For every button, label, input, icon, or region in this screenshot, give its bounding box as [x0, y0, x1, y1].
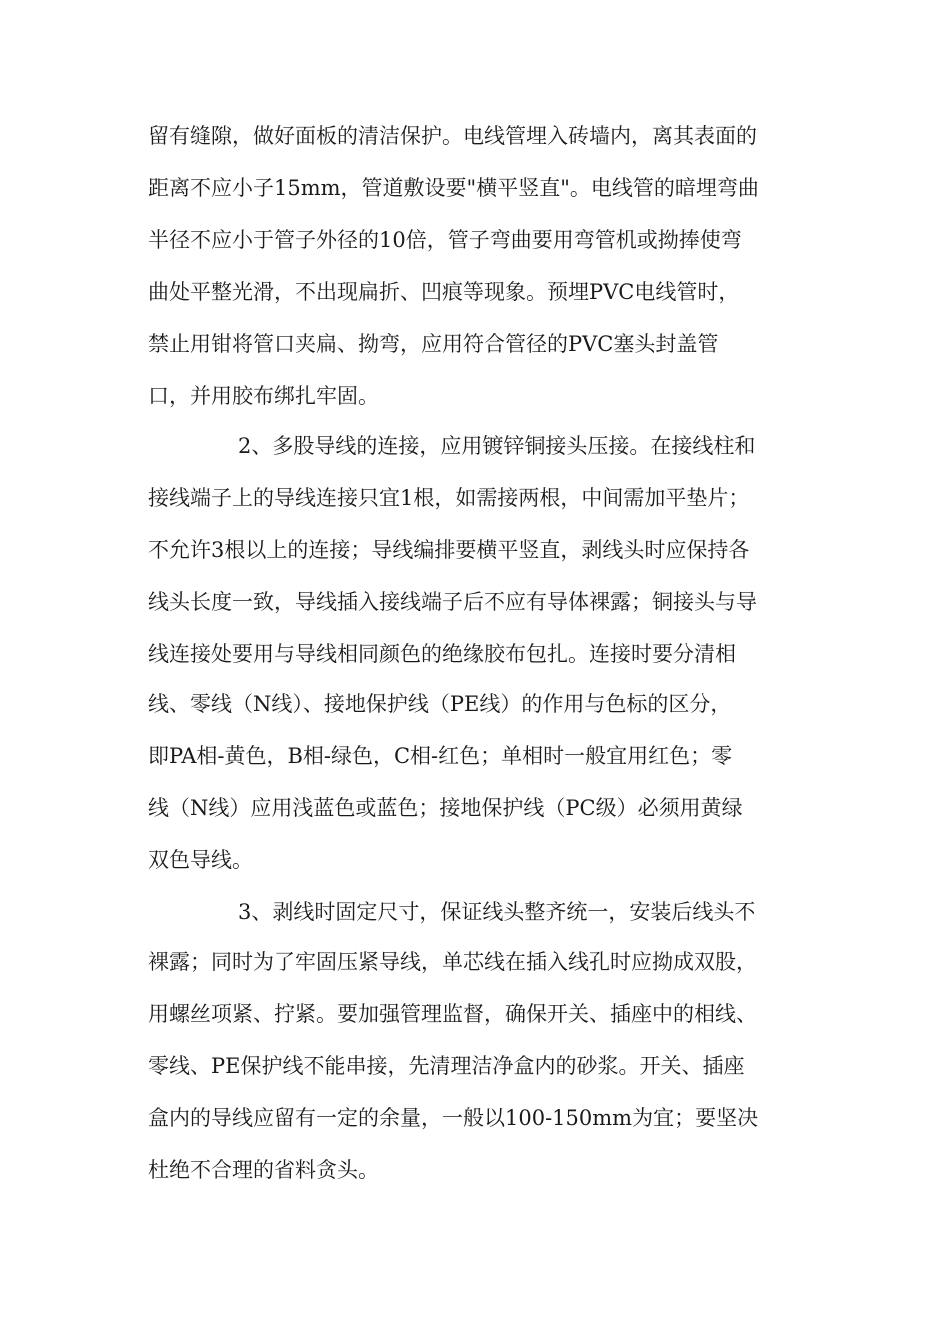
paragraph-2-first-line: 2、多股导线的连接，应用镀锌铜接头压接。在接线柱和 — [238, 434, 756, 458]
text-line: 距离不应小子15mm，管道敷设要"横平竖直"。电线管的暗埋弯曲 — [148, 176, 759, 200]
text-line: 曲处平整光滑，不出现扁折、凹痕等现象。预埋PVC电线管时， — [148, 280, 740, 304]
text-line: 线（N线）应用浅蓝色或蓝色；接地保护线（PC级）必须用黄绿 — [148, 796, 743, 820]
text-line: 杜绝不合理的省料贪头。 — [148, 1158, 379, 1182]
text-line: 零线、PE保护线不能串接，先清理洁净盒内的砂浆。开关、插座 — [148, 1054, 745, 1078]
text-line: 用螺丝项紧、拧紧。要加强管理监督，确保开关、插座中的相线、 — [148, 1002, 757, 1026]
text-line: 不允许3根以上的连接；导线编排要横平竖直，剥线头时应保持各 — [148, 538, 750, 562]
text-line: 双色导线。 — [148, 848, 253, 872]
text-line: 半径不应小于管子外径的10倍，管子弯曲要用弯管机或拗捧使弯 — [148, 228, 742, 252]
text-line: 即PA相-黄色，B相-绿色，C相-红色；单相时一般宜用红色；零 — [148, 744, 733, 768]
text-line: 口，并用胶布绑扎牢固。 — [148, 384, 379, 408]
text-line: 裸露；同时为了牢固压紧导线，单芯线在插入线孔时应拗成双股， — [148, 950, 757, 974]
text-line: 线连接处要用与导线相同颜色的绝缘胶布包扎。连接时要分清相 — [148, 642, 736, 666]
text-line: 禁止用钳将管口夹扁、拗弯，应用符合管径的PVC塞头封盖管 — [148, 332, 719, 356]
paragraph-3-first-line: 3、剥线时固定尺寸，保证线头整齐统一，安装后线头不 — [238, 900, 756, 924]
text-line: 接线端子上的导线连接只宜1根，如需接两根，中间需加平垫片； — [148, 486, 750, 510]
text-line: 留有缝隙，做好面板的清洁保护。电线管埋入砖墙内，离其表面的 — [148, 124, 757, 148]
text-line: 线、零线（N线）、接地保护线（PE线）的作用与色标的区分， — [148, 692, 732, 716]
text-line: 线头长度一致，导线插入接线端子后不应有导体裸露；铜接头与导 — [148, 590, 757, 614]
text-line: 盒内的导线应留有一定的余量，一般以100-150mm为宜；要坚决 — [148, 1106, 759, 1130]
